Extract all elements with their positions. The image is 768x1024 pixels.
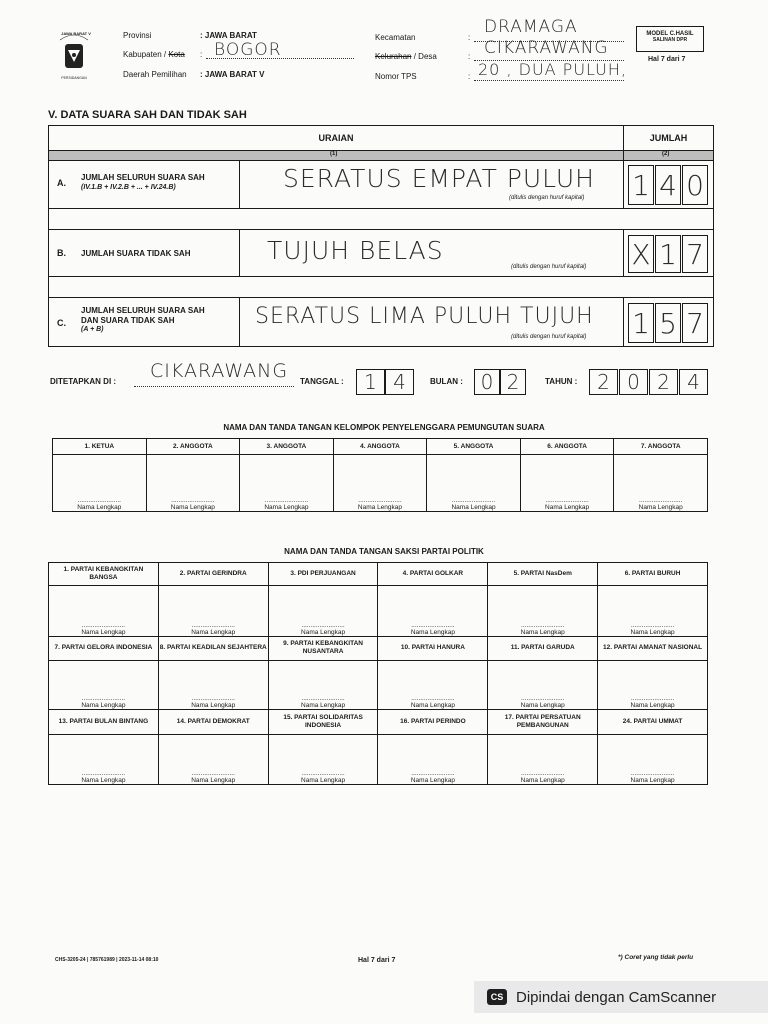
saksi-name-1: Nama Lengkap: [81, 628, 126, 636]
kabupaten-colon: :: [200, 50, 203, 59]
row-c-hint: (ditulis dengan huruf kapital): [511, 334, 587, 340]
header-page: Hal 7 dari 7: [648, 56, 686, 63]
row-c-words: SERATUS LIMA PULUH TUJUH: [255, 304, 594, 329]
footer-code: CHS-3205-24 | 785761989 | 2023-11-14 08:10: [55, 957, 159, 963]
kpps-sign-cell-4: ........................ Nama Lengkap: [333, 455, 427, 512]
saksi-name-3: Nama Lengkap: [301, 628, 346, 636]
saksi-name-8: Nama Lengkap: [191, 702, 236, 710]
uraian-header: [49, 126, 624, 150]
saksi-sign-cell-10: ........................ Nama Lengkap: [378, 660, 488, 709]
saksi-sign-cell-16: ........................ Nama Lengkap: [378, 734, 488, 785]
saksi-party-15: 15. PARTAI SOLIDARITAS INDONESIA: [268, 710, 378, 734]
saksi-party-10: 10. PARTAI HANURA: [378, 636, 488, 660]
desa-label: / Desa: [413, 52, 437, 61]
saksi-party-12: 12. PARTAI AMANAT NASIONAL: [598, 636, 708, 660]
provinsi-value: : JAWA BARAT: [200, 31, 257, 40]
saksi-name-10: Nama Lengkap: [410, 702, 455, 710]
saksi-party-13: 13. PARTAI BULAN BINTANG: [49, 710, 159, 734]
ditetapkan-dots: [134, 386, 294, 387]
row-a: [49, 160, 713, 209]
kpps-name-4: Nama Lengkap: [357, 504, 403, 511]
tps-dots: [474, 80, 624, 81]
saksi-sign-cell-7: ........................ Nama Lengkap: [49, 660, 159, 709]
kelurahan-struck: Kelurahan: [375, 52, 412, 61]
kpps-sign-cell-3: ........................ Nama Lengkap: [240, 455, 334, 512]
row-b-letter: B.: [57, 248, 66, 258]
row-a-digit-3: 0: [682, 165, 708, 205]
row-b: [49, 230, 713, 277]
gap-2: [49, 277, 713, 298]
row-c-digit-3: 7: [682, 303, 708, 343]
saksi-sign-cell-2: ........................ Nama Lengkap: [158, 586, 268, 636]
dapil-value: : JAWA BARAT V: [200, 70, 265, 79]
saksi-name-5: Nama Lengkap: [520, 628, 565, 636]
saksi-sign-cell-3: ........................ Nama Lengkap: [268, 586, 378, 636]
saksi-title: NAMA DAN TANDA TANGAN SAKSI PARTAI POLITIK: [284, 547, 484, 556]
saksi-name-9: Nama Lengkap: [301, 702, 346, 710]
num-divider: [623, 151, 624, 160]
saksi-sign-cell-1: ........................ Nama Lengkap: [49, 586, 159, 636]
row-a-digit-2: 4: [655, 165, 681, 205]
ditetapkan-label: DITETAPKAN DI :: [50, 377, 117, 386]
kecamatan-value: DRAMAGA: [484, 17, 578, 37]
row-c-label2: DAN SUARA TIDAK SAH: [81, 316, 175, 325]
saksi-sign-cell-9: ........................ Nama Lengkap: [268, 660, 378, 709]
saksi-party-11: 11. PARTAI GARUDA: [488, 636, 598, 660]
saksi-name-13: Nama Lengkap: [81, 777, 126, 784]
saksi-table: [48, 562, 708, 785]
row-a-divider: [239, 160, 240, 208]
saksi-sign-cell-4: ........................ Nama Lengkap: [378, 586, 488, 636]
kabupaten-label: [123, 50, 185, 59]
tanggal-digit-2: 4: [385, 369, 414, 395]
kpps-col-4: 4. ANGGOTA: [333, 439, 427, 455]
kpps-col-2: 2. ANGGOTA: [146, 439, 240, 455]
row-c-digit-1: 1: [628, 303, 654, 343]
row-b-hint: (ditulis dengan huruf kapital): [511, 264, 587, 270]
saksi-sign-cell-8: ........................ Nama Lengkap: [158, 660, 268, 709]
kpps-col-3: 3. ANGGOTA: [240, 439, 334, 455]
bulan-label: BULAN :: [430, 377, 463, 386]
kpps-sign-cell-1: ........................ Nama Lengkap: [53, 455, 147, 512]
bulan-digit-1: 0: [474, 369, 500, 395]
col1-num: (1): [330, 151, 338, 157]
kpps-col-6: 6. ANGGOTA: [520, 439, 614, 455]
row-c-jdivider: [623, 298, 624, 346]
camscanner-text: Dipindai dengan CamScanner: [516, 988, 717, 1006]
col2-num: (2): [662, 151, 670, 157]
saksi-sign-cell-17: ........................ Nama Lengkap: [488, 734, 598, 785]
row-b-divider: [239, 230, 240, 276]
kpps-table: [52, 438, 708, 512]
kpps-sign-cell-2: ........................ Nama Lengkap: [146, 455, 240, 512]
kpps-col-7: 7. ANGGOTA: [614, 439, 708, 455]
kecamatan-label: Kecamatan: [375, 33, 416, 42]
kpps-name-1: Nama Lengkap: [77, 504, 122, 511]
vote-table: [48, 125, 714, 347]
camscanner-badge: [474, 981, 768, 1013]
saksi-sign-cell-5: ........................ Nama Lengkap: [488, 586, 598, 636]
logo-text-top: JAWA BARAT V: [61, 31, 91, 36]
saksi-name-15: Nama Lengkap: [301, 777, 346, 784]
gap-1: [49, 209, 713, 230]
saksi-party-16: 16. PARTAI PERINDO: [378, 710, 488, 734]
jumlah-text: JUMLAH: [649, 133, 688, 143]
saksi-name-2: Nama Lengkap: [191, 628, 236, 636]
kota-struck: Kota: [168, 50, 185, 59]
saksi-name-24: Nama Lengkap: [630, 777, 675, 784]
row-a-jdivider: [623, 160, 624, 208]
row-c-sub: (A + B): [81, 326, 104, 333]
row-a-sub: (IV.1.B + IV.2.B + ... + IV.24.B): [81, 184, 176, 191]
jumlah-header: [624, 126, 713, 150]
kpps-name-2: Nama Lengkap: [170, 504, 215, 511]
uraian-text: URAIAN: [318, 133, 354, 143]
row-b-digit-2: 1: [655, 235, 681, 273]
dapil-label: Daerah Pemilihan: [123, 70, 187, 79]
saksi-name-11: Nama Lengkap: [520, 702, 565, 710]
kabupaten-text: Kabupaten /: [123, 50, 169, 59]
tps-colon: :: [468, 72, 471, 81]
saksi-party-17: 17. PARTAI PERSATUAN PEMBANGUNAN: [488, 710, 598, 734]
saksi-party-24: 24. PARTAI UMMAT: [598, 710, 708, 734]
kelurahan-label: [375, 52, 437, 61]
tahun-label: TAHUN :: [545, 377, 578, 386]
footer-note: *) Coret yang tidak perlu: [618, 954, 694, 961]
saksi-party-1: 1. PARTAI KEBANGKITAN BANGSA: [49, 563, 159, 586]
kpps-name-3: Nama Lengkap: [264, 504, 309, 511]
row-b-digit-3: 7: [682, 235, 708, 273]
kpps-name-5: Nama Lengkap: [451, 504, 496, 511]
saksi-name-4: Nama Lengkap: [410, 628, 455, 636]
desa-colon: :: [468, 52, 471, 61]
kpps-name-7: Nama Lengkap: [638, 504, 683, 511]
saksi-sign-cell-14: ........................ Nama Lengkap: [158, 734, 268, 785]
kpps-sign-cell-6: ........................ Nama Lengkap: [520, 455, 614, 512]
tahun-digit-4: 4: [679, 369, 708, 395]
kecamatan-colon: :: [468, 33, 471, 42]
saksi-party-8: 8. PARTAI KEADILAN SEJAHTERA: [158, 636, 268, 660]
saksi-party-4: 4. PARTAI GOLKAR: [378, 563, 488, 586]
saksi-party-9: 9. PARTAI KEBANGKITAN NUSANTARA: [268, 636, 378, 660]
saksi-sign-cell-6: ........................ Nama Lengkap: [598, 586, 708, 636]
saksi-sign-cell-15: ........................ Nama Lengkap: [268, 734, 378, 785]
row-c-label: JUMLAH SELURUH SUARA SAH: [81, 306, 205, 315]
saksi-sign-cell-11: ........................ Nama Lengkap: [488, 660, 598, 709]
model-box: [636, 26, 704, 52]
row-c-letter: C.: [57, 318, 66, 328]
tahun-digit-1: 2: [589, 369, 618, 395]
saksi-sign-cell-24: ........................ Nama Lengkap: [598, 734, 708, 785]
kpps-sign-cell-5: ........................ Nama Lengkap: [427, 455, 521, 512]
row-a-label: JUMLAH SELURUH SUARA SAH: [81, 173, 205, 182]
saksi-party-7: 7. PARTAI GELORA INDONESIA: [49, 636, 159, 660]
saksi-sign-cell-13: ........................ Nama Lengkap: [49, 734, 159, 785]
row-a-letter: A.: [57, 178, 66, 188]
saksi-party-6: 6. PARTAI BURUH: [598, 563, 708, 586]
row-a-digit-1: 1: [628, 165, 654, 205]
kpps-col-1: 1. KETUA: [53, 439, 147, 455]
row-c-digit-2: 5: [655, 303, 681, 343]
model-line2: SALINAN DPR: [652, 37, 688, 43]
kpps-col-5: 5. ANGGOTA: [427, 439, 521, 455]
saksi-name-6: Nama Lengkap: [630, 628, 675, 636]
saksi-party-3: 3. PDI PERJUANGAN: [268, 563, 378, 586]
tps-label: Nomor TPS: [375, 72, 417, 81]
model-line1: MODEL C.HASIL: [646, 31, 694, 37]
row-b-label: JUMLAH SUARA TIDAK SAH: [81, 249, 191, 258]
saksi-sign-cell-12: ........................ Nama Lengkap: [598, 660, 708, 709]
row-a-hint: (ditulis dengan huruf kapital): [509, 195, 585, 201]
saksi-name-14: Nama Lengkap: [191, 777, 236, 784]
tanggal-digit-1: 1: [356, 369, 385, 395]
saksi-name-16: Nama Lengkap: [410, 777, 455, 784]
kpps-name-6: Nama Lengkap: [545, 504, 590, 511]
ditetapkan-place: CIKARAWANG: [150, 360, 289, 382]
saksi-party-14: 14. PARTAI DEMOKRAT: [158, 710, 268, 734]
tanggal-label: TANGGAL :: [300, 377, 344, 386]
section-title: V. DATA SUARA SAH DAN TIDAK SAH: [48, 109, 247, 121]
kpps-sign-row: [53, 455, 708, 512]
provinsi-label: Provinsi: [123, 31, 152, 40]
kpps-sign-cell-7: ........................ Nama Lengkap: [614, 455, 708, 512]
saksi-name-12: Nama Lengkap: [630, 702, 675, 710]
tahun-digit-3: 2: [649, 369, 678, 395]
saksi-name-7: Nama Lengkap: [81, 702, 126, 710]
kpps-title: NAMA DAN TANDA TANGAN KELOMPOK PENYELENGGARA PEMUNGUTAN SUARA: [223, 423, 545, 432]
bulan-digit-2: 2: [500, 369, 526, 395]
row-b-words: TUJUH BELAS: [267, 236, 444, 265]
footer-page: Hal 7 dari 7: [358, 957, 396, 964]
kabupaten-value: BOGOR: [214, 40, 282, 60]
saksi-name-17: Nama Lengkap: [520, 777, 565, 784]
row-c: [49, 298, 713, 346]
tps-value: 20 , DUA PULUH,: [478, 60, 627, 79]
logo-text-bottom: PERSIDANGAN: [61, 76, 87, 80]
saksi-party-5: 5. PARTAI NasDem: [488, 563, 598, 586]
row-a-words: SERATUS EMPAT PULUH: [283, 164, 595, 193]
row-b-digit-1: X: [628, 235, 654, 273]
tahun-digit-2: 0: [619, 369, 648, 395]
row-b-jdivider: [623, 230, 624, 276]
saksi-party-2: 2. PARTAI GERINDRA: [158, 563, 268, 586]
kpu-logo: [52, 28, 96, 84]
camscanner-logo-icon: CS: [487, 989, 507, 1005]
desa-value: CIKARAWANG: [484, 38, 609, 58]
row-c-divider: [239, 298, 240, 346]
